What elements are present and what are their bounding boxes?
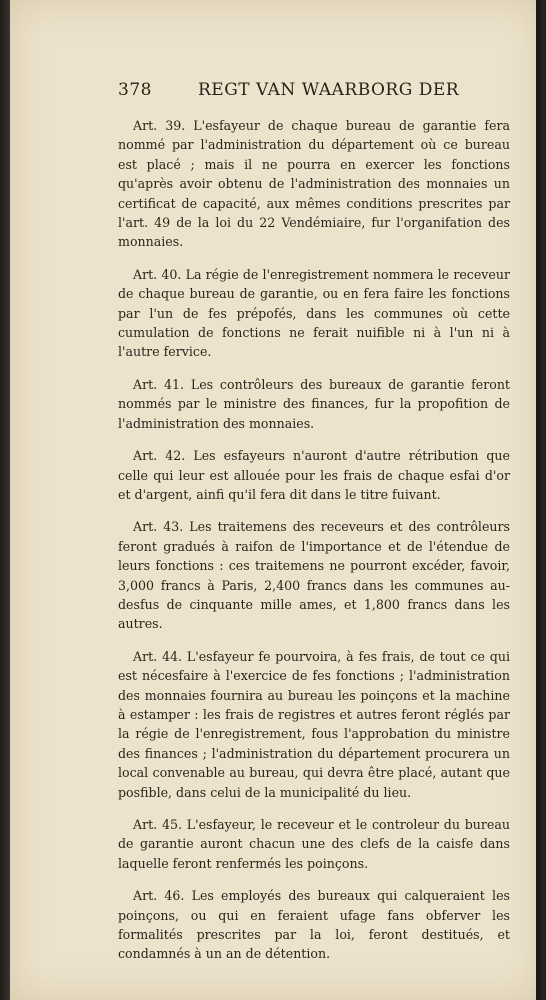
body-text bbox=[118, 116, 510, 977]
article-45: Art. 45. L'esfayeur, le receveur et le controleur du bureau de garantie auront chacun une des clefs de la caisfe dans laquelle feront renfermés les poinçons. bbox=[118, 817, 510, 871]
running-head: REGT VAN WAARBORG DER bbox=[198, 80, 460, 100]
article-43: Art. 43. Les traitemens des receveurs et des contrôleurs feront gradués à raifon de l'importance et de l'étendue de leurs fonctions : ces traitemens ne pourront excéder, favoir, 3,000 francs à Paris, 2,400 francs dans les communes au-desfus de cinquante mille ames, et 1,800 francs dans les autres. bbox=[118, 519, 510, 632]
page-number: 378 bbox=[118, 80, 152, 100]
article-42: Art. 42. Les esfayeurs n'auront d'autre rétribution que celle qui leur est allouée pour les frais de chaque esfai d'or et d'argent, ainfi qu'il fera dit dans le titre fuivant. bbox=[118, 448, 510, 502]
article-40: Art. 40. La régie de l'enregistrement nommera le receveur de chaque bureau de garantie, ou en fera faire les fonctions par l'un de fes prépofés, dans les communes où cette cumulation de fonctions ne ferait nuifible ni à l'un ni à l'autre fervice. bbox=[118, 266, 510, 360]
page-edge bbox=[536, 0, 541, 1000]
article-41: Art. 41. Les contrôleurs des bureaux de garantie feront nommés par le ministre des finances, fur la propofition de l'administration des monnaies. bbox=[118, 376, 510, 431]
article-39: Art. 39. L'esfayeur de chaque bureau de garantie fera nommé par l'administration du département où ce bureau est placé ; mais il ne pourra en exercer les fonctions qu'après avoir obtenu de l'administration des monnaies un certificat de capacité, aux mêmes conditions prescrites par l'art. 49 de la loi du 22 Vendémiaire, fur l'organifation des monnaies. bbox=[118, 118, 510, 250]
binding-edge bbox=[0, 0, 10, 1000]
article-44: Art. 44. L'esfayeur fe pourvoira, à fes frais, de tout ce qui est nécesfaire à l'exercice de fes fonctions ; l'administration des monnaies fournira au bureau les poinçons et la machine à estamper : les frais de registres et autres feront réglés par la régie de l'enregistrement, fous l'approbation du ministre des finances ; l'administration du département procurera un local convenable au bureau, qui devra être placé, autant que posfible, dans celui de la municipalité du lieu. bbox=[118, 648, 510, 800]
article-46: Art. 46. Les employés des bureaux qui calqueraient les poinçons, ou qui en feraient ufage fans obferver les formalités prescrites par la loi, feront destitués, et condamnés à un an de détention. bbox=[118, 888, 510, 962]
